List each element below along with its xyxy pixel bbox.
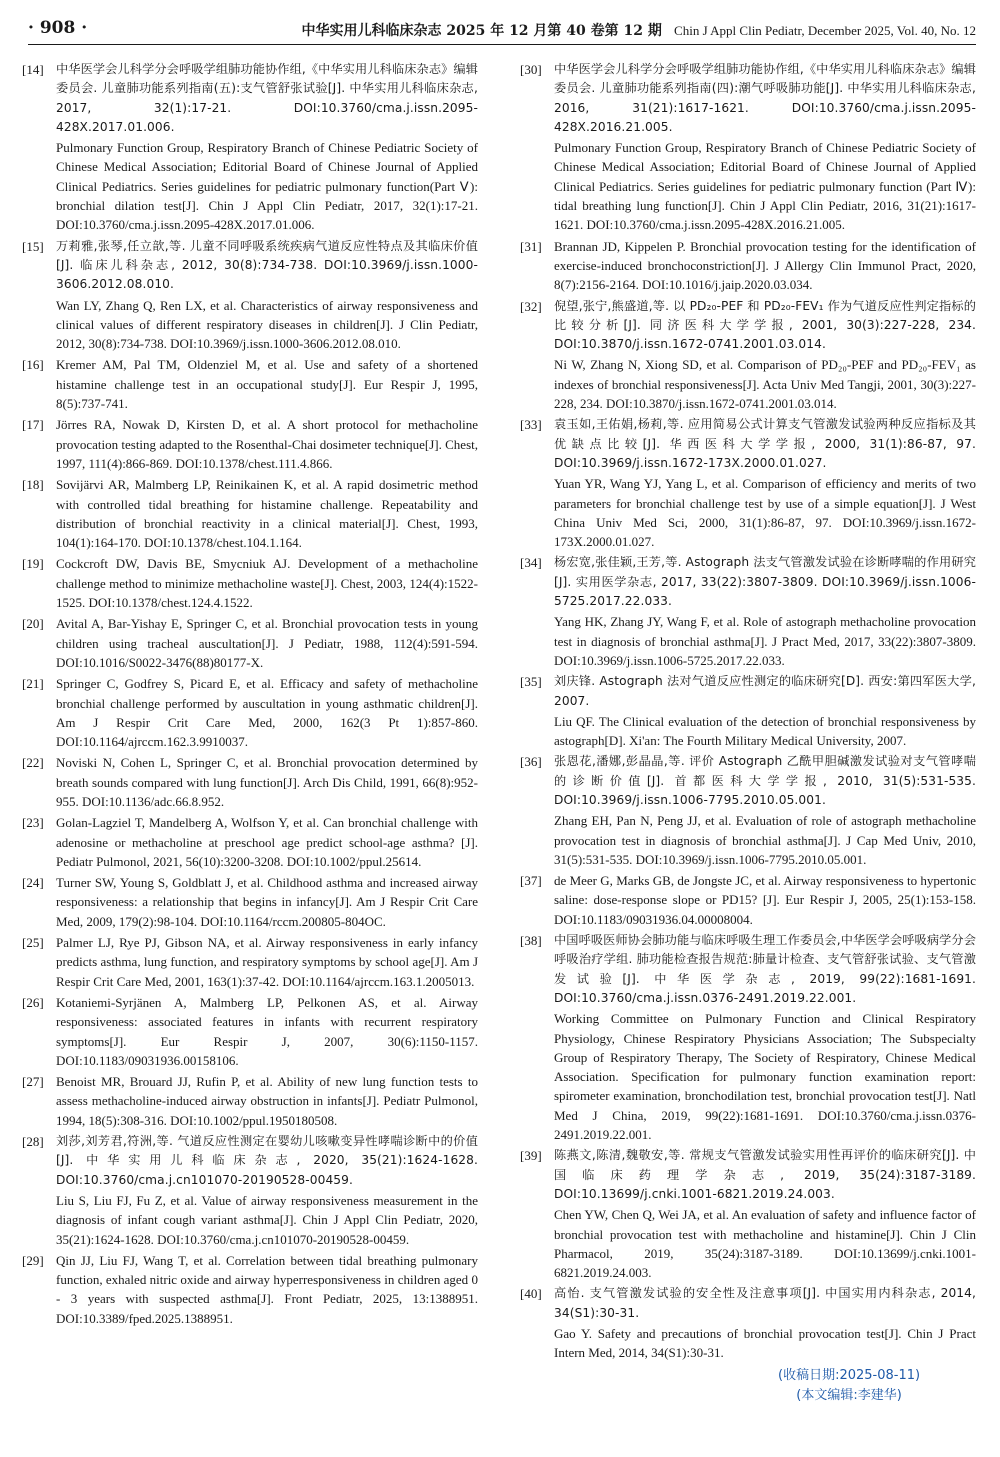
reference-number: [19] [22, 556, 44, 572]
reference-number: [20] [22, 616, 44, 632]
reference-column-left [22, 60, 478, 1330]
reference-text-en: Pulmonary Function Group, Respiratory Branch of Chinese Pediatric Society of Chinese Medical Association; Editorial Board of Chinese Journal of Applied Clinical Pediatrics. Series guidelines for pediatric pulmonary function(Part Ⅴ): bronchial dilation test[J]. Chin J Appl Clin Pediatr, 2017, 32(1):17-21. DOI:10.3760/cma.j.issn.2095-428X.2017.01.006. [56, 140, 478, 233]
reference-item [22, 554, 478, 612]
reference-text-cn: 陈燕文,陈清,魏敬安,等. 常规支气管激发试验实用性再评价的临床研究[J]. 中国临床药理学杂志, 2019, 35(24):3187-3189. DOI:10.13699/j.cnki.1001-6821.2019.24.003. [554, 1148, 976, 1201]
reference-number: [26] [22, 994, 44, 1010]
reference-text-cn: 中华医学会儿科学分会呼吸学组肺功能协作组,《中华实用儿科临床杂志》编辑委员会. 儿童肺功能系列指南(五):支气管舒张试验[J]. 中华实用儿科临床杂志, 2017, 32(1):17-21. DOI:10.3760/cma.j.issn.2095-428X.2017.01.006. [56, 62, 478, 134]
reference-item [520, 1146, 976, 1282]
reference-text-en: Kremer AM, Pal TM, Oldenziel M, et al. Use and safety of a shortened histamine challenge test in an occupational study[J]. Eur Respir J, 1995, 8(5):737-741. [56, 357, 478, 412]
reference-number: [30] [520, 62, 542, 77]
reference-text-en: Ni W, Zhang N, Xiong SD, et al. Comparison of PD₂₀-PEF and PD₂₀-FEV₁ as indexes of bronchial responsiveness[J]. Acta Univ Med Tangji, 2001, 30(3):227-228, 234. DOI:10.3870/j.issn.1672-0741.2001.03.014. [554, 357, 976, 412]
reference-text-en: Liu QF. The Clinical evaluation of the detection of bronchial responsiveness by astograph[D]. Xi'an: The Fourth Military Medical University, 2007. [554, 713, 976, 749]
reference-text-en: Benoist MR, Brouard JJ, Rufin P, et al. Ability of new lung function tests to assess methacholine-induced airway obstruction in infants[J]. Pediatr Pulmonol, 1994, 18(5):308-316. DOI:10.1002/ppul.1950180508. [56, 1074, 478, 1128]
reference-text-en: Wan LY, Zhang Q, Ren LX, et al. Characteristics of airway responsiveness and clinical values of different respiratory diseases in children[J]. J Clin Pediatr, 2012, 30(8):734-738. DOI:10.3969/j.issn.1000-3606.2012.08.010. [56, 297, 478, 352]
reference-item [520, 415, 976, 551]
reference-text-en: Brannan JD, Kippelen P. Bronchial provocation testing for the identification of exercise-induced bronchoconstriction[J]. J Allergy Clin Immunol Pract, 2020, 8(7):2156-2164. DOI:10.1016/j.jaip.2020.03.034. [554, 238, 976, 293]
reference-item [520, 60, 976, 235]
reference-item [22, 237, 478, 354]
reference-text-en: Yuan YR, Wang YJ, Yang L, et al. Comparison of efficiency and merits of two parameters for bronchial challenge test by use of a simple equation[J]. J West China Univ Med Sci, 2000, 31(1):86-87, 97. DOI:10.3969/j.issn.1672-173X.2000.01.027. [554, 476, 976, 550]
reference-number: [16] [22, 357, 44, 373]
reference-text-en: Sovijärvi AR, Malmberg LP, Reinikainen K, et al. A rapid dosimetric method with controlled tidal breathing for histamine challenge. Repeatability and distribution of bronchial reactivity in a clinical material[J]. Chest, 1993, 104(1):164-170. DOI:10.1378/chest.104.1.164. [56, 477, 478, 551]
journal-title-en: Chin J Appl Clin Pediatr, December 2025, Vol. 40, No. 12 [674, 23, 976, 38]
reference-item [520, 871, 976, 929]
reference-item [22, 674, 478, 751]
reference-item [520, 931, 976, 1144]
reference-item [520, 672, 976, 750]
reference-number: [29] [22, 1252, 44, 1268]
reference-item [520, 553, 976, 670]
reference-item [22, 1251, 478, 1328]
reference-text-en: de Meer G, Marks GB, de Jongste JC, et al. Airway responsiveness to hypertonic saline: dose-response slope or PD15? [J]. Eur Respir J, 2005, 25(1):153-158. DOI:10.1183/09031936.04.00008004. [554, 873, 976, 927]
reference-number: [32] [520, 298, 542, 314]
reference-text-cn: 中华医学会儿科学分会呼吸学组肺功能协作组,《中华实用儿科临床杂志》编辑委员会. 儿童肺功能系列指南(四):潮气呼吸肺功能[J]. 中华实用儿科临床杂志, 2016, 31(21):1617-1621. DOI:10.3760/cma.j.issn.2095-428X.2016.21.005. [554, 62, 976, 134]
reference-item [22, 933, 478, 991]
reference-number: [22] [22, 755, 44, 771]
reference-number: [38] [520, 933, 542, 949]
reference-text-en: Yang HK, Zhang JY, Wang F, et al. Role of astograph methacholine provocation test in diagnosis of bronchial asthma[J]. J Pract Med, 2017, 33(22):3807-3809. DOI:10.3969/j.issn.1006-5725.2017.22.033. [554, 614, 976, 668]
reference-text-en: Working Committee on Pulmonary Function and Clinical Respiratory Physiology, Chinese Respiratory Physicians Association; The Subspecialty Group of Respiratory Therapy, The Society of Respiratory, Chinese Medical Association. Specification for pulmonary function examination report: spirometer examination, bronchodilation test, bronchial provocation test[J]. Natl Med J China, 2019, 99(22):1681-1691. DOI:10.3760/cma.j.issn.0376-2491.2019.22.001. [554, 1011, 976, 1143]
reference-text-en: Cockcroft DW, Davis BE, Smycniuk AJ. Development of a methacholine challenge method to minimize methacholine waste[J]. Chest, 2003, 124(4):1522-1525. DOI:10.1378/chest.124.4.1522. [56, 556, 478, 611]
reference-item [520, 297, 976, 414]
journal-title-cn: 中华实用儿科临床杂志 2025 年 12 月第 40 卷第 12 期 [301, 23, 662, 39]
reference-number: [18] [22, 477, 44, 493]
reference-number: [23] [22, 815, 44, 831]
reference-text-en: Noviski N, Cohen L, Springer C, et al. Bronchial provocation determined by breath sounds compared with lung function[J]. Arch Dis Child, 1991, 66(8):952-955. DOI:10.1136/adc.66.8.952. [56, 755, 478, 809]
reference-text-en: Chen YW, Chen Q, Wei JA, et al. An evaluation of safety and influence factor of bronchial provocation test with methacholine and histamine[J]. Chin J Clin Pharmacol, 2019, 35(24):3187-3189. DOI:10.13699/j.cnki.1001-6821.2019.24.003. [554, 1207, 976, 1281]
journal-running-head [301, 20, 976, 40]
reference-text-en: Jörres RA, Nowak D, Kirsten D, et al. A short protocol for methacholine provocation testing adapted to the Rosenthal-Chai dosimeter technique[J]. Chest, 1997, 111(4):866-869. DOI:10.1378/chest.111.4.866. [56, 417, 478, 471]
article-footer [778, 1366, 920, 1406]
reference-text-en: Avital A, Bar-Yishay E, Springer C, et al. Bronchial provocation tests in young children using tracheal auscultation[J]. J Pediatr, 1988, 112(4):591-594. DOI:10.1016/S0022-3476(88)80177-X. [56, 616, 478, 670]
reference-text-cn: 袁玉如,王佑娟,杨莉,等. 应用简易公式计算支气管激发试验两种反应指标及其优缺点比较[J]. 华西医科大学学报, 2000, 31(1):86-87, 97. DOI:10.3969/j.issn.1672-173X.2000.01.027. [554, 417, 976, 470]
reference-text-en: Pulmonary Function Group, Respiratory Branch of Chinese Pediatric Society of Chinese Medical Association; Editorial Board of Chinese Journal of Applied Clinical Pediatrics. Series guidelines for pediatric pulmonary function (Part Ⅳ): tidal breathing lung function[J]. Chin J Appl Clin Pediatr, 2016, 31(21):1617-1621. DOI:10.3760/cma.j.issn.2095-428X.2016.21.005. [554, 140, 976, 233]
reference-item [22, 415, 478, 473]
reference-number: [36] [520, 754, 542, 770]
reference-text-en: Springer C, Godfrey S, Picard E, et al. Efficacy and safety of methacholine bronchial challenge performed by auscultation in young asthmatic children[J]. Am J Respir Crit Care Med, 2000, 162(3 Pt 1):857-860. DOI:10.1164/ajrccm.162.3.9910037. [56, 676, 478, 750]
reference-number: [24] [22, 875, 44, 891]
reference-number: [39] [520, 1148, 542, 1164]
reference-text-en: Palmer LJ, Rye PJ, Gibson NA, et al. Airway responsiveness in early infancy predicts asthma, lung function, and respiratory symptoms by school age[J]. Am J Respir Crit Care Med, 2001, 163(1):37-42. DOI:10.1164/ajrccm.163.1.2005013. [56, 935, 478, 989]
reference-number: [27] [22, 1074, 44, 1090]
reference-item [22, 1132, 478, 1249]
reference-text-cn: 万莉雅,张琴,任立歆,等. 儿童不同呼吸系统疾病气道反应性特点及其临床价值[J]. 临床儿科杂志, 2012, 30(8):734-738. DOI:10.3969/j.issn.1000-3606.2012.08.010. [56, 238, 478, 292]
reference-item [22, 60, 478, 235]
reference-number: [28] [22, 1134, 44, 1150]
reference-text-en: Golan-Lagziel T, Mandelberg A, Wolfson Y, et al. Can bronchial challenge with adenosine or methacholine at preschool age predict school-age asthma? [J]. Pediatr Pulmonol, 2021, 56(10):3200-3208. DOI:10.1002/ppul.25614. [56, 815, 478, 869]
reference-item [520, 1284, 976, 1362]
reference-number: [15] [22, 238, 44, 254]
page-header [28, 14, 976, 45]
reference-number: [40] [520, 1286, 542, 1302]
reference-item [520, 237, 976, 295]
reference-text-en: Gao Y. Safety and precautions of bronchial provocation test[J]. Chin J Pract Intern Med, 2014, 34(S1):30-31. [554, 1326, 976, 1361]
reference-number: [31] [520, 238, 542, 254]
reference-text-cn: 张恩花,潘娜,彭晶晶,等. 评价 Astograph 乙酰甲胆碱激发试验对支气管哮喘的诊断价值[J]. 首都医科大学学报, 2010, 31(5):531-535. DOI:10.3969/j.issn.1006-7795.2010.05.001. [554, 754, 976, 807]
reference-item [22, 1072, 478, 1130]
reference-number: [33] [520, 417, 542, 433]
reference-number: [35] [520, 674, 542, 690]
reference-item [22, 813, 478, 871]
reference-text-cn: 刘庆锋. Astograph 法对气道反应性测定的临床研究[D]. 西安:第四军医大学, 2007. [554, 674, 976, 708]
reference-text-cn: 倪望,张宁,熊盛道,等. 以 PD₂₀-PEF 和 PD₂₀-FEV₁ 作为气道反应性判定指标的比较分析[J]. 同济医科大学学报, 2001, 30(3):227-228, 234. DOI:10.3870/j.issn.1672-0741.2001.03.014. [554, 298, 976, 352]
reference-number: [37] [520, 873, 542, 889]
reference-text-en: Zhang EH, Pan N, Peng JJ, et al. Evaluation of role of astograph methacholine provocation test in diagnosis of bronchial asthma[J]. J Cap Med Univ, 2010, 31(5):531-535. DOI:10.3969/j.issn.1006-7795.2010.05.001. [554, 813, 976, 867]
reference-number: [34] [520, 555, 542, 571]
reference-number: [21] [22, 676, 44, 692]
reference-text-en: Kotaniemi-Syrjänen A, Malmberg LP, Pelkonen AS, et al. Airway responsiveness: associated features in infants with recurrent respiratory symptoms[J]. Eur Respir J, 2007, 30(6):1150-1157. DOI:10.1183/09031936.00158106. [56, 994, 478, 1068]
reference-text-cn: 中国呼吸医师协会肺功能与临床呼吸生理工作委员会,中华医学会呼吸病学分会呼吸治疗学组. 肺功能检查报告规范:肺量计检查、支气管舒张试验、支气管激发试验[J]. 中华医学杂志, 2019, 99(22):1681-1691. DOI:10.3760/cma.j.issn.0376-2491.2019.22.001. [554, 933, 976, 1005]
reference-number: [25] [22, 935, 44, 951]
reference-text-en: Liu S, Liu FJ, Fu Z, et al. Value of airway responsiveness measurement in the diagnosis of infant cough variant asthma[J]. Chin J Appl Clin Pediatr, 2020, 35(21):1624-1628. DOI:10.3760/cma.j.cn101070-20190528-00459. [56, 1192, 478, 1247]
editor-note: (本文编辑:李建华) [796, 1388, 902, 1403]
reference-item [520, 752, 976, 869]
reference-item [22, 753, 478, 811]
reference-item [22, 475, 478, 552]
received-date: (收稿日期:2025-08-11) [778, 1368, 921, 1383]
reference-text-cn: 高怡. 支气管激发试验的安全性及注意事项[J]. 中国实用内科杂志, 2014, 34(S1):30-31. [554, 1286, 976, 1320]
reference-item [22, 355, 478, 413]
reference-number: [17] [22, 417, 44, 433]
reference-number: [14] [22, 62, 44, 77]
reference-item [22, 614, 478, 672]
reference-item [22, 993, 478, 1070]
reference-text-en: Turner SW, Young S, Goldblatt J, et al. Childhood asthma and increased airway responsiveness: a relationship that begins in infancy[J]. Am J Respir Crit Care Med, 2009, 179(2):98-104. DOI:10.1164/rccm.200805-804OC. [56, 875, 478, 929]
reference-text-cn: 刘莎,刘芳君,符洲,等. 气道反应性测定在婴幼儿咳嗽变异性哮喘诊断中的价值[J]. 中华实用儿科临床杂志, 2020, 35(21):1624-1628. DOI:10.3760/cma.j.cn101070-20190528-00459. [56, 1134, 478, 1187]
reference-text-en: Qin JJ, Liu FJ, Wang T, et al. Correlation between tidal breathing pulmonary function, exhaled nitric oxide and airway hyperresponsiveness in children aged 0 - 3 years with suspected asthma[J]. Front Pediatr, 2025, 13:1388951. DOI:10.3389/fped.2025.1388951. [56, 1252, 478, 1326]
reference-text-cn: 杨宏宽,张佳颖,王芳,等. Astograph 法支气管激发试验在诊断哮喘的作用研究[J]. 实用医学杂志, 2017, 33(22):3807-3809. DOI:10.3969/j.issn.1006-5725.2017.22.033. [554, 555, 976, 609]
page-number: · 908 · [28, 18, 88, 38]
reference-column-right [520, 60, 976, 1365]
reference-item [22, 873, 478, 931]
